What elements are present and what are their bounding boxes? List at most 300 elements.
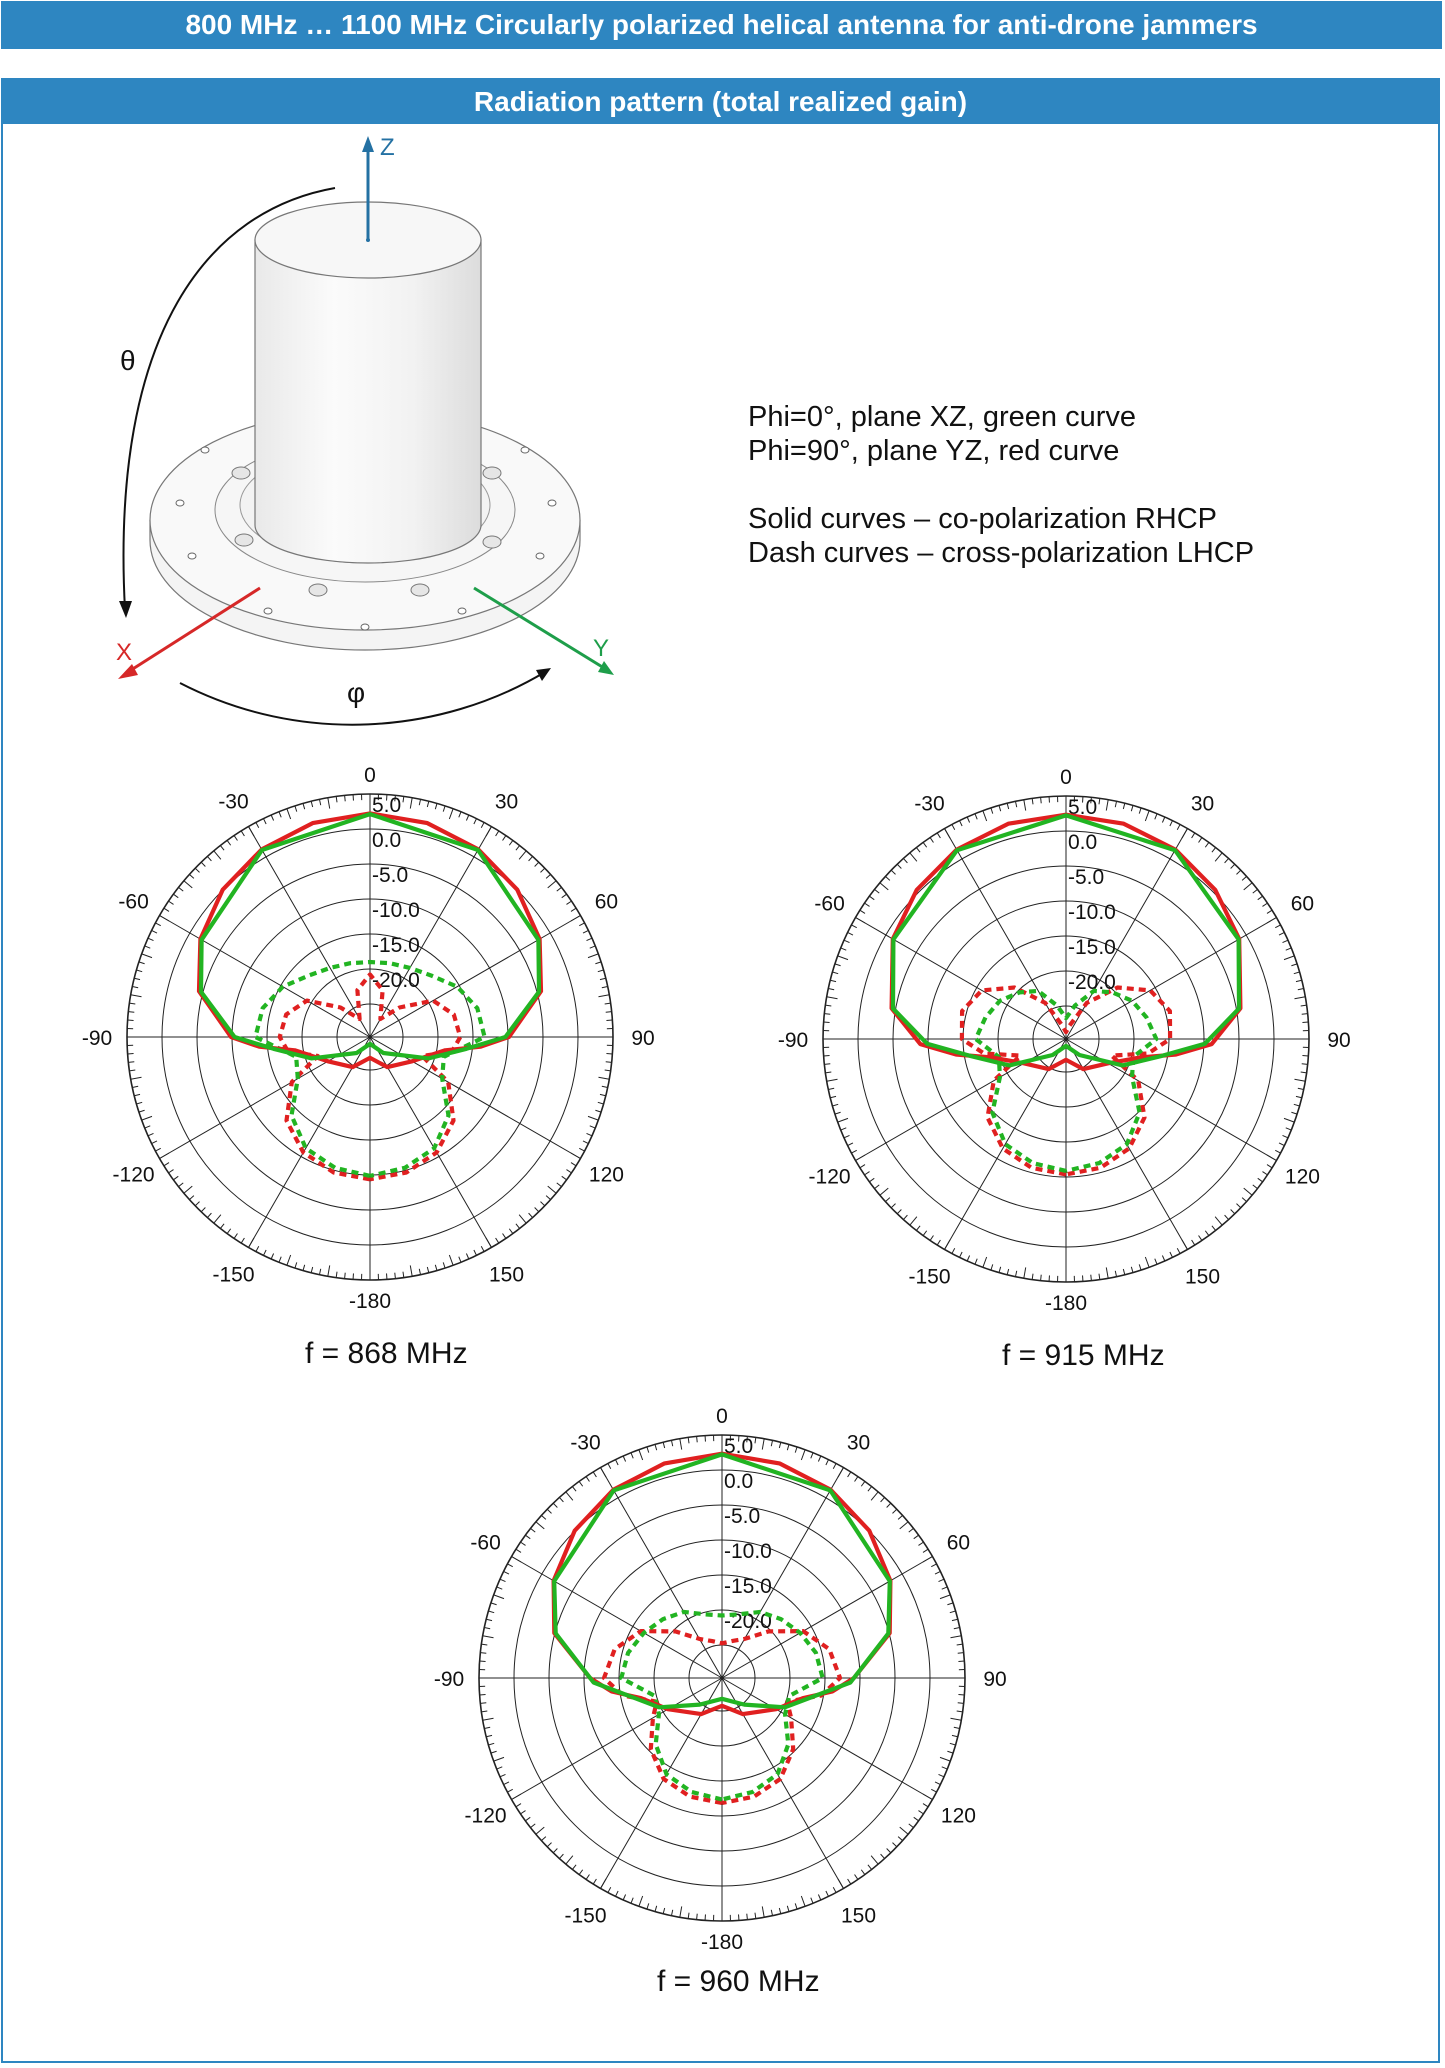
angle-tick xyxy=(256,1246,259,1251)
angle-tick xyxy=(129,1070,135,1071)
z-axis-label: Z xyxy=(380,134,395,161)
angle-tick xyxy=(838,956,848,960)
angle-tick xyxy=(910,1217,917,1225)
angle-tick xyxy=(241,831,244,836)
angle-tick xyxy=(860,910,865,913)
legend-spacer xyxy=(748,468,1254,502)
angle-label: 150 xyxy=(1184,1265,1221,1289)
angle-label: -30 xyxy=(914,792,945,816)
angle-tick xyxy=(918,1811,923,1814)
angle-tick xyxy=(931,1564,936,1567)
angle-tick xyxy=(503,1233,506,1238)
angle-tick xyxy=(881,1497,885,1501)
angle-tick xyxy=(952,1619,958,1620)
angle-label: 90 xyxy=(983,1668,1007,1691)
angle-tick xyxy=(937,1240,940,1245)
angle-tick xyxy=(427,801,428,807)
angle-tick xyxy=(1015,801,1016,807)
angle-tick xyxy=(466,1254,468,1259)
angle-tick xyxy=(201,862,205,866)
angle-label: 30 xyxy=(846,1431,871,1455)
angle-tick xyxy=(869,896,874,900)
angle-tick xyxy=(152,930,157,933)
angle-tick xyxy=(1284,956,1294,960)
angle-tick xyxy=(128,1062,134,1063)
angle-tick xyxy=(838,1118,848,1122)
angle-tick xyxy=(419,799,420,805)
angle-tick xyxy=(1242,876,1246,880)
angle-tick xyxy=(1267,918,1277,924)
angle-tick xyxy=(639,1450,643,1460)
angle-tick xyxy=(1123,1269,1124,1275)
angle-tick xyxy=(824,1014,830,1015)
angle-tick xyxy=(494,1595,504,1599)
angle-tick xyxy=(958,1703,964,1704)
angle-tick xyxy=(593,1472,596,1477)
angle-tick xyxy=(483,1718,494,1720)
angle-label: -60 xyxy=(814,892,845,916)
angle-tick xyxy=(848,932,853,935)
angle-tick xyxy=(1007,1269,1008,1275)
angle-tick xyxy=(227,1229,231,1234)
angle-tick xyxy=(1199,1235,1202,1240)
angle-label: 0 xyxy=(1060,766,1072,789)
angle-tick xyxy=(184,1186,192,1193)
angle-tick xyxy=(950,1636,961,1638)
angle-tick xyxy=(566,901,571,904)
angle-tick xyxy=(403,796,404,802)
angle-tick xyxy=(148,1133,153,1135)
angle-tick xyxy=(142,1116,152,1120)
angle-label: 60 xyxy=(1290,892,1315,916)
angle-tick xyxy=(403,1272,404,1278)
angle-label: -120 xyxy=(808,1165,851,1189)
angle-tick xyxy=(519,851,526,859)
angle-tick xyxy=(319,1269,320,1275)
angle-label: 0 xyxy=(716,1405,728,1428)
angle-tick xyxy=(1015,1271,1016,1277)
angle-tick xyxy=(516,1804,521,1807)
angle-tick xyxy=(1267,1165,1272,1168)
angle-tick xyxy=(486,1238,492,1248)
angle-tick xyxy=(132,986,138,987)
angle-tick xyxy=(1242,1198,1246,1202)
page-header xyxy=(1,1,1442,49)
angle-tick xyxy=(1199,838,1202,843)
angle-tick xyxy=(1258,896,1263,900)
angle-tick xyxy=(631,1898,633,1904)
angle-tick xyxy=(910,853,917,861)
angle-tick xyxy=(595,962,601,964)
angle-tick xyxy=(179,887,184,891)
angle-tick xyxy=(148,938,153,940)
angle-tick xyxy=(395,1273,396,1279)
angle-tick xyxy=(572,1865,576,1870)
angle-tick xyxy=(795,1903,797,1909)
angle-tick xyxy=(557,1183,562,1187)
angle-tick xyxy=(983,1257,987,1267)
angle-tick xyxy=(566,1170,571,1173)
angle-tick xyxy=(930,838,933,843)
angle-tick xyxy=(525,1535,530,1539)
angle-tick xyxy=(947,1751,953,1753)
angle-label: -30 xyxy=(218,790,249,814)
angle-tick xyxy=(923,1549,928,1552)
angle-tick xyxy=(835,1112,841,1114)
angle-tick xyxy=(851,1150,856,1153)
angle-tick xyxy=(930,1235,933,1240)
angle-tick xyxy=(583,1141,588,1144)
angle-tick xyxy=(160,916,170,922)
angle-tick xyxy=(931,1789,936,1792)
angle-tick xyxy=(494,1757,504,1761)
angle-tick xyxy=(1024,1267,1026,1278)
angle-tick xyxy=(885,1198,889,1202)
angle-label: 120 xyxy=(1284,1165,1320,1189)
radial-label: 5.0 xyxy=(372,794,402,817)
angle-tick xyxy=(1177,1248,1180,1253)
angle-tick xyxy=(856,918,866,924)
angle-tick xyxy=(484,1727,490,1728)
angle-tick xyxy=(419,1269,420,1275)
angle-tick xyxy=(1286,1128,1292,1130)
angle-tick xyxy=(483,1636,494,1638)
angle-tick xyxy=(500,1579,505,1581)
angle-tick xyxy=(553,1503,557,1507)
angle-tick xyxy=(132,1086,138,1087)
angle-tick xyxy=(512,1557,522,1563)
angle-tick xyxy=(1262,903,1267,906)
angle-tick xyxy=(1007,803,1008,809)
angle-tick xyxy=(220,1224,224,1229)
angle-tick xyxy=(885,876,889,880)
angle-tick xyxy=(1294,1104,1300,1106)
angle-label: -150 xyxy=(908,1265,951,1289)
angle-tick xyxy=(868,1865,872,1870)
angle-tick xyxy=(827,997,838,999)
angle-tick xyxy=(480,1703,486,1704)
angle-tick xyxy=(1106,800,1108,811)
angle-tick xyxy=(336,796,337,802)
legend-line-phi0: Phi=0°, plane XZ, green curve xyxy=(748,401,1137,433)
angle-tick xyxy=(918,1542,923,1545)
angle-tick xyxy=(562,894,567,898)
angle-tick xyxy=(1267,910,1272,913)
angle-tick xyxy=(459,1257,461,1263)
angle-tick xyxy=(136,970,142,972)
angle-tick xyxy=(435,803,437,809)
angle-tick xyxy=(566,1856,573,1864)
angle-tick xyxy=(449,1255,453,1265)
angle-tick xyxy=(830,1096,836,1097)
angle-tick xyxy=(950,1743,956,1745)
angle-tick xyxy=(481,1711,487,1712)
angle-tick xyxy=(991,808,993,814)
angle-tick xyxy=(129,1003,135,1004)
angle-tick xyxy=(602,1086,608,1087)
angle-tick xyxy=(923,1231,927,1236)
angle-tick xyxy=(939,1774,944,1776)
angle-tick xyxy=(952,1735,958,1736)
angle-tick xyxy=(598,995,609,997)
angle-tick xyxy=(1131,1267,1133,1273)
angle-tick xyxy=(848,1143,853,1146)
angle-tick xyxy=(1215,853,1222,861)
angle-tick xyxy=(173,894,178,898)
angle-tick xyxy=(880,1188,888,1195)
angle-tick xyxy=(303,1265,305,1271)
angle-tick xyxy=(1275,925,1280,928)
angle-tick xyxy=(145,946,151,948)
radial-label: -15.0 xyxy=(1068,936,1116,959)
radial-label: -20.0 xyxy=(724,1610,772,1633)
angle-label: -90 xyxy=(81,1027,113,1050)
angle-tick xyxy=(449,809,453,819)
angle-tick xyxy=(1283,940,1288,942)
angle-tick xyxy=(474,819,477,824)
angle-tick xyxy=(1215,1217,1222,1225)
angle-tick xyxy=(587,938,592,940)
angle-tick xyxy=(443,806,445,812)
angle-tick xyxy=(145,1126,151,1128)
angle-tick xyxy=(571,908,576,911)
angle-tick xyxy=(160,1153,170,1159)
angle-tick xyxy=(1123,803,1124,809)
angle-tick xyxy=(497,1587,503,1589)
angle-tick xyxy=(586,1874,589,1879)
x-axis-label: X xyxy=(116,639,133,666)
angle-tick xyxy=(1170,821,1173,826)
angle-label: -180 xyxy=(700,1931,744,1954)
radial-label: 5.0 xyxy=(724,1435,754,1458)
legend xyxy=(748,400,1254,570)
angle-tick xyxy=(504,1571,509,1574)
angle-tick xyxy=(795,1447,797,1453)
angle-tick xyxy=(1267,1155,1277,1161)
angle-tick xyxy=(639,1896,643,1906)
angle-tick xyxy=(486,1735,492,1736)
angle-tick xyxy=(152,1141,157,1144)
angle-tick xyxy=(155,1148,160,1151)
angle-tick xyxy=(631,1453,633,1459)
angle-tick xyxy=(892,1843,896,1847)
radial-label: -20.0 xyxy=(372,969,420,992)
angle-tick xyxy=(827,1079,838,1081)
angle-tick xyxy=(957,1711,963,1712)
angle-tick xyxy=(957,1644,963,1645)
angle-tick xyxy=(940,1595,950,1599)
angle-tick xyxy=(954,1627,960,1628)
angle-tick xyxy=(536,1522,544,1529)
angle-tick xyxy=(541,1515,545,1519)
angle-tick xyxy=(155,923,160,926)
angle-tick xyxy=(1294,997,1305,999)
angle-tick xyxy=(865,903,870,906)
angle-tick xyxy=(945,829,951,839)
angle-tick xyxy=(1236,1204,1240,1208)
angle-tick xyxy=(811,1453,813,1459)
angle-tick xyxy=(771,1910,772,1916)
angle-tick xyxy=(525,1817,530,1821)
angle-tick xyxy=(256,822,259,827)
angle-tick xyxy=(1301,1072,1307,1073)
angle-tick xyxy=(546,874,550,878)
angle-tick xyxy=(189,1196,193,1200)
angle-tick xyxy=(590,1126,596,1128)
angle-tick xyxy=(851,925,856,928)
angle-label: -30 xyxy=(570,1431,601,1455)
angle-tick xyxy=(587,1133,592,1135)
angle-tick xyxy=(512,1794,522,1800)
angle-tick xyxy=(427,1267,428,1273)
angle-tick xyxy=(601,1879,607,1889)
polar-chart-868 xyxy=(81,757,655,1317)
phi-arc xyxy=(180,668,551,725)
angle-tick xyxy=(595,1110,601,1112)
angle-tick xyxy=(787,1906,789,1912)
angle-tick xyxy=(825,1072,831,1073)
y-axis-label: Y xyxy=(593,635,610,662)
angle-tick xyxy=(287,809,291,819)
angle-tick xyxy=(935,1782,940,1785)
angle-tick xyxy=(1155,814,1157,820)
angle-tick xyxy=(801,1450,805,1460)
angle-tick xyxy=(1032,1274,1033,1280)
angle-tick xyxy=(1225,1215,1229,1219)
angle-tick xyxy=(547,1509,551,1513)
angle-tick xyxy=(923,842,927,847)
angle-tick xyxy=(818,1895,820,1900)
angle-tick xyxy=(1279,932,1284,935)
angle-tick xyxy=(496,1238,499,1243)
angle-tick xyxy=(521,1811,526,1814)
radial-label: -15.0 xyxy=(724,1575,772,1598)
angle-tick xyxy=(952,1248,955,1253)
angle-tick xyxy=(600,1094,606,1095)
angle-tick xyxy=(947,1603,953,1605)
angle-tick xyxy=(688,1913,689,1919)
angle-tick xyxy=(861,1870,865,1875)
angle-tick xyxy=(606,1062,612,1063)
angle-tick xyxy=(131,1077,142,1079)
angle-tick xyxy=(856,1155,866,1161)
angle-tick xyxy=(179,1183,184,1187)
angle-tick xyxy=(509,840,513,845)
angle-tick xyxy=(311,801,312,807)
angle-tick xyxy=(923,1794,933,1800)
angle-tick xyxy=(801,1896,805,1906)
angle-tick xyxy=(844,940,849,942)
angle-tick xyxy=(579,923,584,926)
angle-tick xyxy=(1139,1264,1141,1270)
angle-tick xyxy=(593,1879,596,1884)
angle-tick xyxy=(1231,864,1235,868)
angle-tick xyxy=(588,954,598,958)
angle-tick xyxy=(540,868,544,872)
angle-tick xyxy=(553,1848,557,1852)
angle-label: 150 xyxy=(840,1904,877,1928)
angle-tick xyxy=(825,1005,831,1006)
angle-label: -180 xyxy=(348,1290,392,1313)
frequency-label-915: f = 915 MHz xyxy=(1002,1339,1165,1372)
angle-tick xyxy=(410,798,412,809)
angle-tick xyxy=(139,962,145,964)
angle-tick xyxy=(496,831,499,836)
angle-tick xyxy=(818,1456,820,1461)
angle-tick xyxy=(605,1070,611,1071)
angle-label: 60 xyxy=(946,1531,971,1555)
angle-tick xyxy=(164,1163,169,1166)
angle-tick xyxy=(516,1224,520,1229)
angle-tick xyxy=(1041,797,1042,803)
angle-label: 30 xyxy=(494,790,519,814)
angle-tick xyxy=(535,1207,539,1211)
angle-tick xyxy=(481,1644,487,1645)
angle-tick xyxy=(345,795,346,801)
angle-tick xyxy=(923,1804,928,1807)
angle-tick xyxy=(826,1460,829,1465)
angle-tick xyxy=(207,1213,211,1217)
angle-tick xyxy=(459,812,461,818)
angle-tick xyxy=(844,1135,849,1137)
angle-tick xyxy=(762,1439,764,1450)
angle-tick xyxy=(1212,848,1216,853)
angle-tick xyxy=(189,874,193,878)
angle-tick xyxy=(201,1207,205,1211)
angle-tick xyxy=(541,1837,545,1841)
angle-tick xyxy=(914,1817,919,1821)
angle-tick xyxy=(909,1528,914,1532)
angle-tick xyxy=(507,1789,512,1792)
radial-label: 0.0 xyxy=(1068,831,1098,854)
angle-tick xyxy=(128,1012,134,1013)
angle-tick xyxy=(811,1898,813,1904)
angle-tick xyxy=(547,1843,551,1847)
radial-label: -20.0 xyxy=(1068,971,1116,994)
angle-tick xyxy=(586,1477,589,1482)
angle-tick xyxy=(871,1492,878,1500)
angle-tick xyxy=(1296,980,1302,981)
angle-tick xyxy=(1155,1259,1157,1265)
angle-tick xyxy=(623,1895,625,1900)
angle-tick xyxy=(868,1487,872,1492)
angle-tick xyxy=(1236,870,1240,874)
angle-tick xyxy=(184,881,192,888)
angle-tick xyxy=(195,1202,199,1206)
angle-tick xyxy=(848,1879,851,1884)
angle-label: 0 xyxy=(364,764,376,787)
angle-tick xyxy=(865,1172,870,1175)
angle-tick xyxy=(688,1437,689,1443)
angle-tick xyxy=(1024,800,1026,811)
angle-tick xyxy=(881,1854,885,1858)
angle-tick xyxy=(588,1116,598,1120)
angle-tick xyxy=(241,1238,244,1243)
angle-tick xyxy=(824,1064,830,1065)
angle-tick xyxy=(838,1468,844,1478)
angle-tick xyxy=(942,1767,948,1769)
angle-tick xyxy=(887,1503,891,1507)
angle-tick xyxy=(295,1262,297,1268)
angle-tick xyxy=(916,1226,920,1231)
angle-tick xyxy=(967,817,969,822)
frequency-label-868: f = 868 MHz xyxy=(305,1337,468,1370)
angle-tick xyxy=(1262,1172,1267,1175)
angle-tick xyxy=(164,908,169,911)
angle-tick xyxy=(571,916,581,922)
angle-tick xyxy=(900,1522,908,1529)
angle-tick xyxy=(1115,801,1116,807)
